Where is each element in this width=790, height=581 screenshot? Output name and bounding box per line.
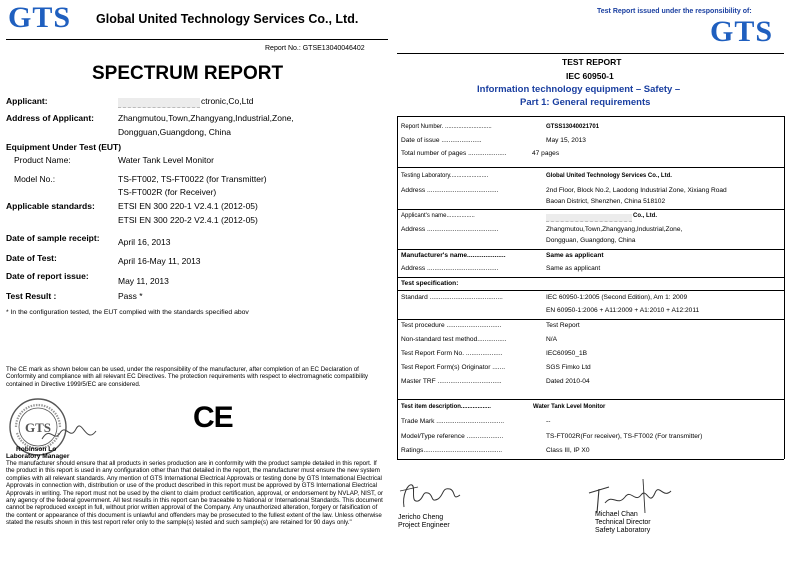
standards-value-2: ETSI EN 300 220-2 V2.4.1 (2012-05): [118, 215, 258, 225]
ratings-value: Class III, IP X0: [546, 447, 590, 454]
non-standard-value: N/A: [546, 336, 557, 343]
lab-address-label: Address .......................................: [401, 187, 499, 194]
rule-after-lab: [397, 209, 784, 210]
test-date-value: April 16-May 11, 2013: [118, 256, 201, 266]
model-reference-value: TS-FT002R(For receiver), TS-FT002 (For transmitter): [546, 433, 703, 440]
trf-number-value: IEC60950_1B: [546, 350, 588, 357]
svg-text:GTS: GTS: [24, 420, 52, 435]
model-value-1: TS-FT002, TS-FT0022 (for Transmitter): [118, 174, 267, 184]
standards-value-1: ETSI EN 300 220-1 V2.4.1 (2012-05): [118, 201, 258, 211]
left-report-no: Report No.: GTSE13040046402: [265, 45, 365, 52]
manufacturer-value: Same as applicant: [546, 252, 604, 259]
applicant-redaction: [118, 98, 200, 108]
test-procedure-label: Test procedure ..............................: [401, 322, 502, 329]
testing-lab-label: Testing Laboratory.......................: [401, 173, 489, 179]
test-date-label: Date of Test:: [6, 253, 57, 263]
trf-originator-label: Test Report Form(s) Originator .......: [401, 364, 506, 371]
heading-line-2: Part 1: General requirements: [520, 97, 651, 108]
master-trf-value: Dated 2010-04: [546, 378, 590, 385]
manufacturer-address-value: Same as applicant: [546, 265, 601, 272]
right-gts-logo: GTS: [710, 15, 774, 48]
date-issue-value: May 15, 2013: [546, 137, 586, 144]
left-gts-logo: GTS: [8, 1, 72, 34]
director-name: Michael Chan: [595, 511, 638, 518]
applicant-value: ctronic,Co,Ltd: [201, 96, 254, 106]
iec-standard: IEC 60950-1: [566, 71, 614, 81]
rule-after-spec-label: [397, 290, 784, 291]
sample-receipt-label: Date of sample receipt:: [6, 233, 100, 243]
signer-name: Robinson Lo: [16, 446, 57, 453]
testing-lab-value: Global United Technology Services Co., Ltd.: [546, 173, 672, 179]
ratings-label: Ratings...........................................: [401, 447, 503, 454]
test-item-label: Test item description..................: [401, 404, 491, 410]
address-applicant-label: Address of Applicant:: [6, 113, 94, 123]
right-applicant-redaction: [546, 214, 632, 222]
left-header-rule: [6, 39, 388, 40]
product-name-label: Product Name:: [14, 155, 71, 165]
manufacturer-address-label: Address .......................................: [401, 265, 499, 272]
rule-after-applicant: [397, 249, 784, 250]
standards-label: Applicable standards:: [6, 201, 95, 211]
test-spec-label: Test specification:: [401, 280, 459, 287]
model-label: Model No.:: [14, 174, 56, 184]
issue-date-label: Date of report issue:: [6, 271, 89, 281]
test-item-value: Water Tank Level Monitor: [533, 404, 606, 410]
total-pages-value: 47 pages: [532, 150, 560, 157]
trade-mark-label: Trade Mark .....................................: [401, 418, 505, 425]
signer-title: Laboratory Manager: [6, 453, 70, 460]
right-header-rule: [397, 53, 784, 54]
model-reference-label: Model/Type reference ....................: [401, 433, 504, 440]
master-trf-label: Master TRF ...................................: [401, 378, 502, 385]
disclaimer-text: The manufacturer should ensure that all products in series production are in conformity with the product sample detailed in this report. If the product in this report is used in any configuration other than that detailed in the report, the manufacturer must ensure the new system complies with all relevant standards. Any mention of GTS International Electrical Approvals or testing done by GTS International Electrical Approvals in connection with, distribution or use of the product described in this report must be approved by GTS International Electrical Approvals in writing. The report must not be used by the client to claim product certification, approval, or endorsement by NVLAP, NIST, or any agency of the federal government. All test results in this report can be traceable to National or International Standards. This document cannot be reproduced except in full, without prior written approval of the Company. Any unauthorized alteration, forgery or falsification of the content or appearance of this document is unlawful and offenders may be prosecuted to the fullest extent of the law. Unless otherwise stated the results shown in this test report refer only to the sample(s) tested and such sample(s) are retained for 90 days only.": [6, 460, 384, 527]
left-company-name: Global United Technology Services Co., Ltd.: [96, 12, 359, 26]
rule-after-standard: [397, 319, 784, 320]
address-applicant-line-1: Zhangmutou,Town,Zhangyang,Industrial,Zone,: [118, 113, 294, 123]
applicant-name-label: Applicant's name.................: [401, 213, 475, 219]
engineer-title: Project Engineer: [398, 522, 450, 529]
ce-statement: The CE mark as shown below can be used, under the responsibility of the manufacturer, after completion of an EC Declaration of Conformity and compliance with all relevant EC Directives. The protection requirements with respect to electromagnetic compatibility contained in Directive 1999/5/EC are considered.: [6, 366, 369, 388]
lab-address-line-2: Baoan District, Shenzhen, China 518102: [546, 198, 666, 205]
director-signature: [585, 473, 675, 515]
applicant-label: Applicant:: [6, 96, 48, 106]
right-frame-bottom: [397, 459, 784, 460]
report-number-label: Report Number. ............................: [401, 124, 492, 130]
test-procedure-value: Test Report: [546, 322, 580, 329]
issue-date-value: May 11, 2013: [118, 276, 169, 286]
manufacturer-label: Manufacturer's name.....................: [401, 252, 506, 259]
applicant-name-value: Co., Ltd.: [633, 213, 657, 219]
rule-after-heading: [397, 116, 784, 117]
test-result-label: Test Result :: [6, 291, 57, 301]
sample-receipt-value: April 16, 2013: [118, 237, 171, 247]
ce-mark: CE: [193, 401, 233, 434]
compliance-footnote: * In the configuration tested, the EUT complied with the standards specified abov: [6, 309, 249, 316]
heading-line-1: Information technology equipment – Safety –: [477, 84, 681, 95]
eut-label: Equipment Under Test (EUT): [6, 142, 122, 152]
director-title-1: Technical Director: [595, 519, 651, 526]
address-applicant-line-2: Dongguan,Guangdong, China: [118, 127, 231, 137]
product-name-value: Water Tank Level Monitor: [118, 155, 214, 165]
engineer-signature: [398, 477, 468, 513]
test-report-title: TEST REPORT: [562, 57, 622, 67]
lab-address-line-1: 2nd Floor, Block No.2, Laodong Industrial Zone, Xixiang Road: [546, 187, 727, 194]
trade-mark-value: --: [546, 418, 551, 425]
trf-originator-value: SGS Fimko Ltd: [546, 364, 591, 371]
spectrum-report-title: SPECTRUM REPORT: [92, 63, 284, 84]
model-value-2: TS-FT002R (for Receiver): [118, 187, 217, 197]
applicant-address-line-2: Dongguan, Guangdong, China: [546, 237, 636, 244]
applicant-address-label: Address .......................................: [401, 226, 499, 233]
issued-under-note: Test Report issued under the responsibility of:: [597, 8, 752, 15]
trf-number-label: Test Report Form No. ....................: [401, 350, 503, 357]
non-standard-label: Non-standard test method................: [401, 336, 507, 343]
manager-signature: [40, 421, 100, 447]
total-pages-label: Total number of pages .....................: [401, 150, 507, 157]
date-issue-label: Date of issue ......................: [401, 137, 482, 144]
right-frame-right: [784, 116, 785, 459]
rule-after-trf: [397, 399, 784, 400]
report-number-value: GTSS13040021701: [546, 124, 600, 130]
standard-label: Standard ........................................: [401, 294, 503, 301]
rule-after-manufacturer: [397, 277, 784, 278]
standard-value-2: EN 60950-1:2006 + A11:2009 + A1:2010 + A12:2011: [546, 307, 700, 314]
director-title-2: Safety Laboratory: [595, 527, 651, 534]
test-result-value: Pass *: [118, 291, 143, 301]
standard-value-1: IEC 60950-1:2005 (Second Edition), Am 1: 2009: [546, 294, 688, 301]
engineer-name: Jericho Cheng: [398, 514, 444, 521]
applicant-address-line-1: Zhangmutou,Town,Zhangyang,Industrial,Zone,: [546, 226, 683, 233]
rule-after-pages: [397, 167, 784, 168]
